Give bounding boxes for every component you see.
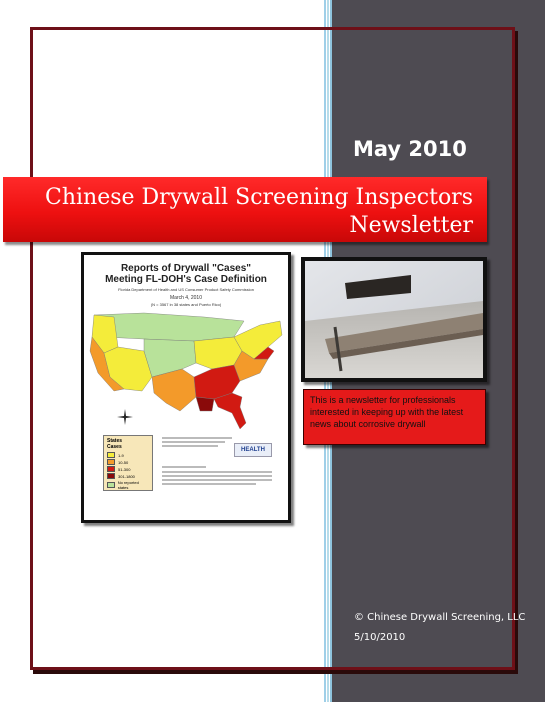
fineprint-line bbox=[162, 466, 206, 468]
map-region-louisiana bbox=[196, 397, 214, 411]
legend-subtitle: Cases bbox=[107, 444, 122, 450]
us-map-image bbox=[84, 307, 288, 437]
issue-date: May 2010 bbox=[353, 137, 467, 161]
legend-row bbox=[107, 466, 149, 472]
health-logo: HEALTH bbox=[234, 443, 272, 457]
map-date: March 4, 2010 bbox=[170, 295, 202, 301]
legend-row bbox=[107, 459, 149, 465]
legend-swatch bbox=[107, 452, 115, 458]
compass-icon bbox=[117, 409, 133, 425]
fineprint-line bbox=[162, 479, 272, 481]
legend-swatch bbox=[107, 466, 115, 472]
fineprint-line bbox=[162, 441, 225, 443]
fineprint-line bbox=[162, 445, 218, 447]
fineprint-line bbox=[162, 483, 256, 485]
legend-swatch bbox=[107, 482, 115, 488]
legend-label: 1-9 bbox=[118, 452, 124, 458]
map-region-texas bbox=[152, 369, 196, 411]
map-title-line-2: Meeting FL-DOH's Case Definition bbox=[105, 274, 267, 285]
legend-swatch bbox=[107, 473, 115, 479]
copyright-text: © Chinese Drywall Screening, LLC bbox=[354, 612, 526, 623]
title-line-1: Chinese Drywall Screening Inspectors bbox=[45, 185, 473, 210]
map-fineprint-block bbox=[162, 435, 232, 449]
legend-label: 10-50 bbox=[118, 459, 129, 465]
description-box: This is a newsletter for professionals interested in keeping up with the latest news about corrosive drywall bbox=[303, 389, 486, 445]
legend-row bbox=[107, 480, 149, 490]
legend-swatch bbox=[107, 459, 115, 465]
map-disclaimer-block bbox=[162, 463, 272, 487]
map-region-central bbox=[144, 339, 196, 377]
map-subtitle: Florida Department of Health and US Consumer Product Safety Commission bbox=[118, 287, 254, 292]
drywall-photo bbox=[301, 257, 487, 382]
legend-label: 301-1800 bbox=[118, 473, 135, 479]
legend-title: States bbox=[107, 438, 123, 444]
map-legend bbox=[103, 435, 153, 491]
legend-label: No reported states bbox=[117, 480, 139, 490]
legend-label: 51-300 bbox=[118, 466, 131, 472]
map-title bbox=[84, 263, 288, 285]
title-line-2: Newsletter bbox=[349, 213, 473, 238]
map-title-line-1: Reports of Drywall "Cases" bbox=[120, 263, 252, 274]
legend-row bbox=[107, 452, 149, 458]
fineprint-line bbox=[162, 475, 272, 477]
map-note: (N = 3567 in 38 states and Puerto Rico) bbox=[150, 302, 222, 307]
map-figure bbox=[81, 252, 291, 523]
fineprint-line bbox=[162, 471, 272, 473]
title-banner bbox=[3, 177, 487, 242]
newsletter-title bbox=[45, 184, 473, 240]
fineprint-line bbox=[162, 437, 232, 439]
map-region-florida bbox=[214, 393, 246, 429]
legend-row bbox=[107, 473, 149, 479]
publication-date: 5/10/2010 bbox=[354, 632, 406, 643]
drywall-photo-image bbox=[305, 261, 483, 378]
